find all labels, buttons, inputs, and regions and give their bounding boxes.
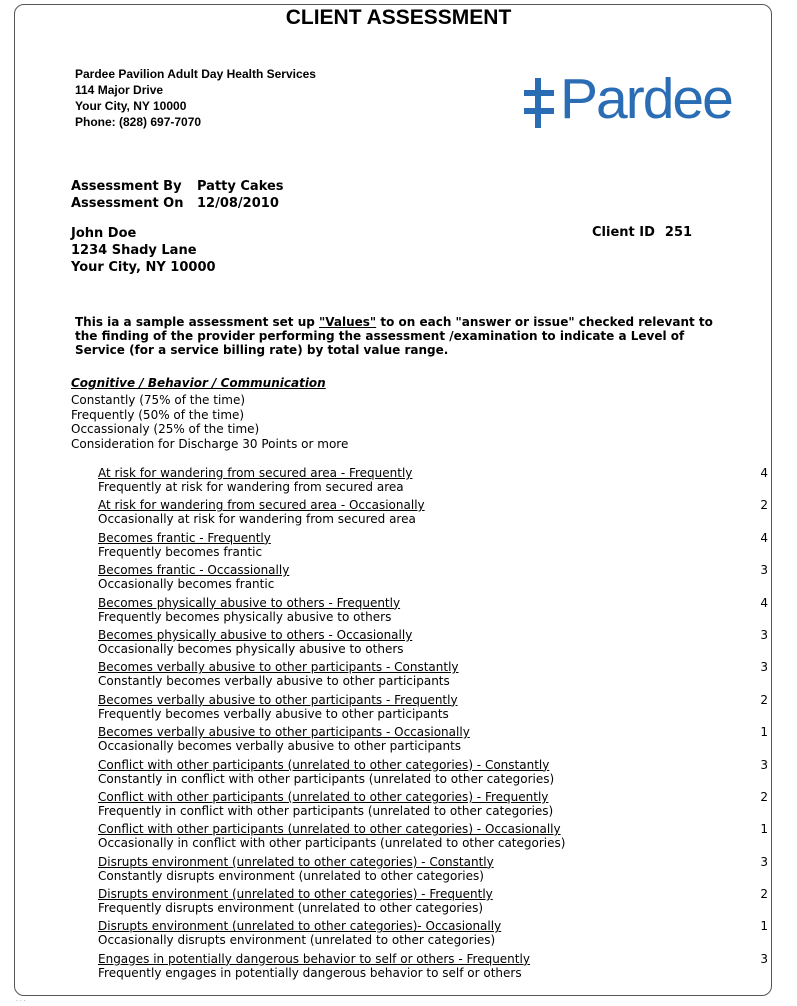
assessment-item: [98, 596, 768, 628]
provider-address-line2: Your City, NY 10000: [75, 99, 187, 113]
item-value: 3: [760, 660, 768, 675]
item-value: 1: [760, 822, 768, 837]
item-value: 1: [760, 919, 768, 934]
assessment-item: [98, 855, 768, 887]
item-value: 3: [760, 563, 768, 578]
item-description: Occasionally becomes verbally abusive to other participants: [98, 739, 462, 754]
intro-values-term: "Values": [319, 315, 377, 329]
assessment-item: [98, 919, 768, 951]
item-value: 3: [760, 854, 768, 869]
item-title: Becomes frantic - Occassionally: [98, 563, 290, 578]
item-description: Constantly becomes verbally abusive to other participants: [98, 674, 450, 689]
item-description: Occasionally becomes physically abusive to others: [98, 641, 404, 656]
assessment-item: [98, 628, 768, 660]
item-title: Disrupts environment (unrelated to other categories) - Frequently: [98, 887, 493, 902]
item-value: 2: [760, 498, 768, 513]
intro-text-before: This ia a sample assessment set up: [75, 315, 320, 329]
assessment-by-label: Assessment By: [71, 179, 182, 194]
item-description: Constantly disrupts environment (unrelated to other categories): [98, 868, 484, 883]
page-edge-mark: · · ·: [16, 998, 26, 1005]
item-title: Becomes verbally abusive to other participants - Constantly: [98, 660, 459, 675]
item-description: Frequently becomes frantic: [98, 544, 263, 559]
assessment-item: [98, 952, 768, 984]
item-value: 3: [760, 951, 768, 966]
item-description: Occasionally becomes frantic: [98, 577, 275, 592]
item-title: Becomes verbally abusive to other participants - Occasionally: [98, 725, 470, 740]
assessment-item: [98, 498, 768, 530]
item-value: 2: [760, 789, 768, 804]
assessment-item: [98, 822, 768, 854]
section-title: Cognitive / Behavior / Communication: [71, 376, 326, 390]
logo-mark-icon: [522, 76, 562, 136]
client-address-line1: 1234 Shady Lane: [71, 243, 197, 258]
provider-address-line1: 114 Major Drive: [75, 83, 164, 97]
intro-paragraph: [75, 315, 715, 357]
client-id-value: 251: [664, 225, 693, 240]
assessment-item: [98, 563, 768, 595]
item-title: Disrupts environment (unrelated to other categories)- Occasionally: [98, 919, 502, 934]
item-title: Disrupts environment (unrelated to other categories) - Constantly: [98, 854, 494, 869]
item-value: 3: [760, 757, 768, 772]
item-description: Frequently becomes verbally abusive to other participants: [98, 706, 449, 721]
pardee-logo: [522, 67, 758, 136]
assessment-items-list: [98, 466, 768, 984]
client-id-label: Client ID: [592, 225, 655, 240]
assessment-info: [71, 178, 284, 212]
item-value: 2: [760, 887, 768, 902]
assessment-by-row: [71, 178, 284, 195]
assessment-item: [98, 887, 768, 919]
item-description: Frequently disrupts environment (unrelated to other categories): [98, 901, 483, 916]
level-constantly: Constantly (75% of the time): [71, 393, 246, 407]
item-title: Engages in potentially dangerous behavior to self or others - Frequently: [98, 951, 530, 966]
assessment-item: [98, 758, 768, 790]
assessment-item: [98, 466, 768, 498]
item-title: Conflict with other participants (unrelated to other categories) - Occasionally: [98, 822, 561, 837]
item-title: Conflict with other participants (unrelated to other categories) - Frequently: [98, 789, 549, 804]
item-description: Occasionally in conflict with other participants (unrelated to other categories): [98, 836, 566, 851]
client-address-line2: Your City, NY 10000: [71, 260, 216, 275]
assessment-item: [98, 790, 768, 822]
level-frequently: Frequently (50% of the time): [71, 407, 245, 422]
item-title: Becomes physically abusive to others - Frequently: [98, 595, 401, 610]
provider-name: Pardee Pavilion Adult Day Health Services: [75, 67, 316, 81]
item-value: 1: [760, 725, 768, 740]
item-value: 4: [760, 530, 768, 545]
provider-phone: Phone: (828) 697-7070: [75, 115, 202, 129]
assessment-on-label: Assessment On: [71, 196, 184, 211]
item-value: 4: [760, 466, 768, 480]
assessment-item: [98, 660, 768, 692]
frequency-levels: [71, 393, 348, 451]
assessment-by-value: Patty Cakes: [197, 179, 284, 194]
provider-info: [75, 66, 316, 130]
discharge-threshold: Consideration for Discharge 30 Points or more: [71, 436, 349, 451]
assessment-item: [98, 531, 768, 563]
item-title: At risk for wandering from secured area - Frequently: [98, 466, 413, 480]
item-description: Occasionally at risk for wandering from secured area: [98, 512, 416, 527]
item-value: 3: [760, 627, 768, 642]
item-description: Frequently becomes physically abusive to others: [98, 609, 392, 624]
assessment-on-row: [71, 195, 284, 212]
assessment-item: [98, 725, 768, 757]
assessment-item: [98, 693, 768, 725]
item-title: Becomes frantic - Frequently: [98, 530, 271, 545]
client-id: [592, 225, 692, 240]
item-description: Constantly in conflict with other participants (unrelated to other categories): [98, 771, 555, 786]
document-title: CLIENT ASSESSMENT: [285, 6, 512, 29]
item-title: Conflict with other participants (unrelated to other categories) - Constantly: [98, 757, 550, 772]
client-name: John Doe: [71, 226, 137, 241]
client-info: [71, 225, 216, 276]
item-description: Frequently engages in potentially dangerous behavior to self or others: [98, 965, 522, 980]
item-title: Becomes physically abusive to others - Occasionally: [98, 627, 413, 642]
level-occasionally: Occassionaly (25% of the time): [71, 422, 260, 436]
intro-text-after: to on each "answer or issue" checked relevant to the finding of the provider performing the assessment /examination to indicate a Level of Service (for a service billing rate) by total value range.: [75, 315, 713, 357]
item-value: 4: [760, 595, 768, 610]
item-description: Frequently in conflict with other participants (unrelated to other categories): [98, 803, 554, 818]
item-title: At risk for wandering from secured area - Occasionally: [98, 498, 425, 513]
assessment-on-value: 12/08/2010: [197, 196, 279, 211]
item-description: Frequently at risk for wandering from secured area: [98, 480, 404, 494]
item-title: Becomes verbally abusive to other participants - Frequently: [98, 692, 458, 707]
item-description: Occasionally disrupts environment (unrelated to other categories): [98, 933, 496, 948]
item-value: 2: [760, 692, 768, 707]
logo-text: Pardee: [560, 67, 732, 131]
